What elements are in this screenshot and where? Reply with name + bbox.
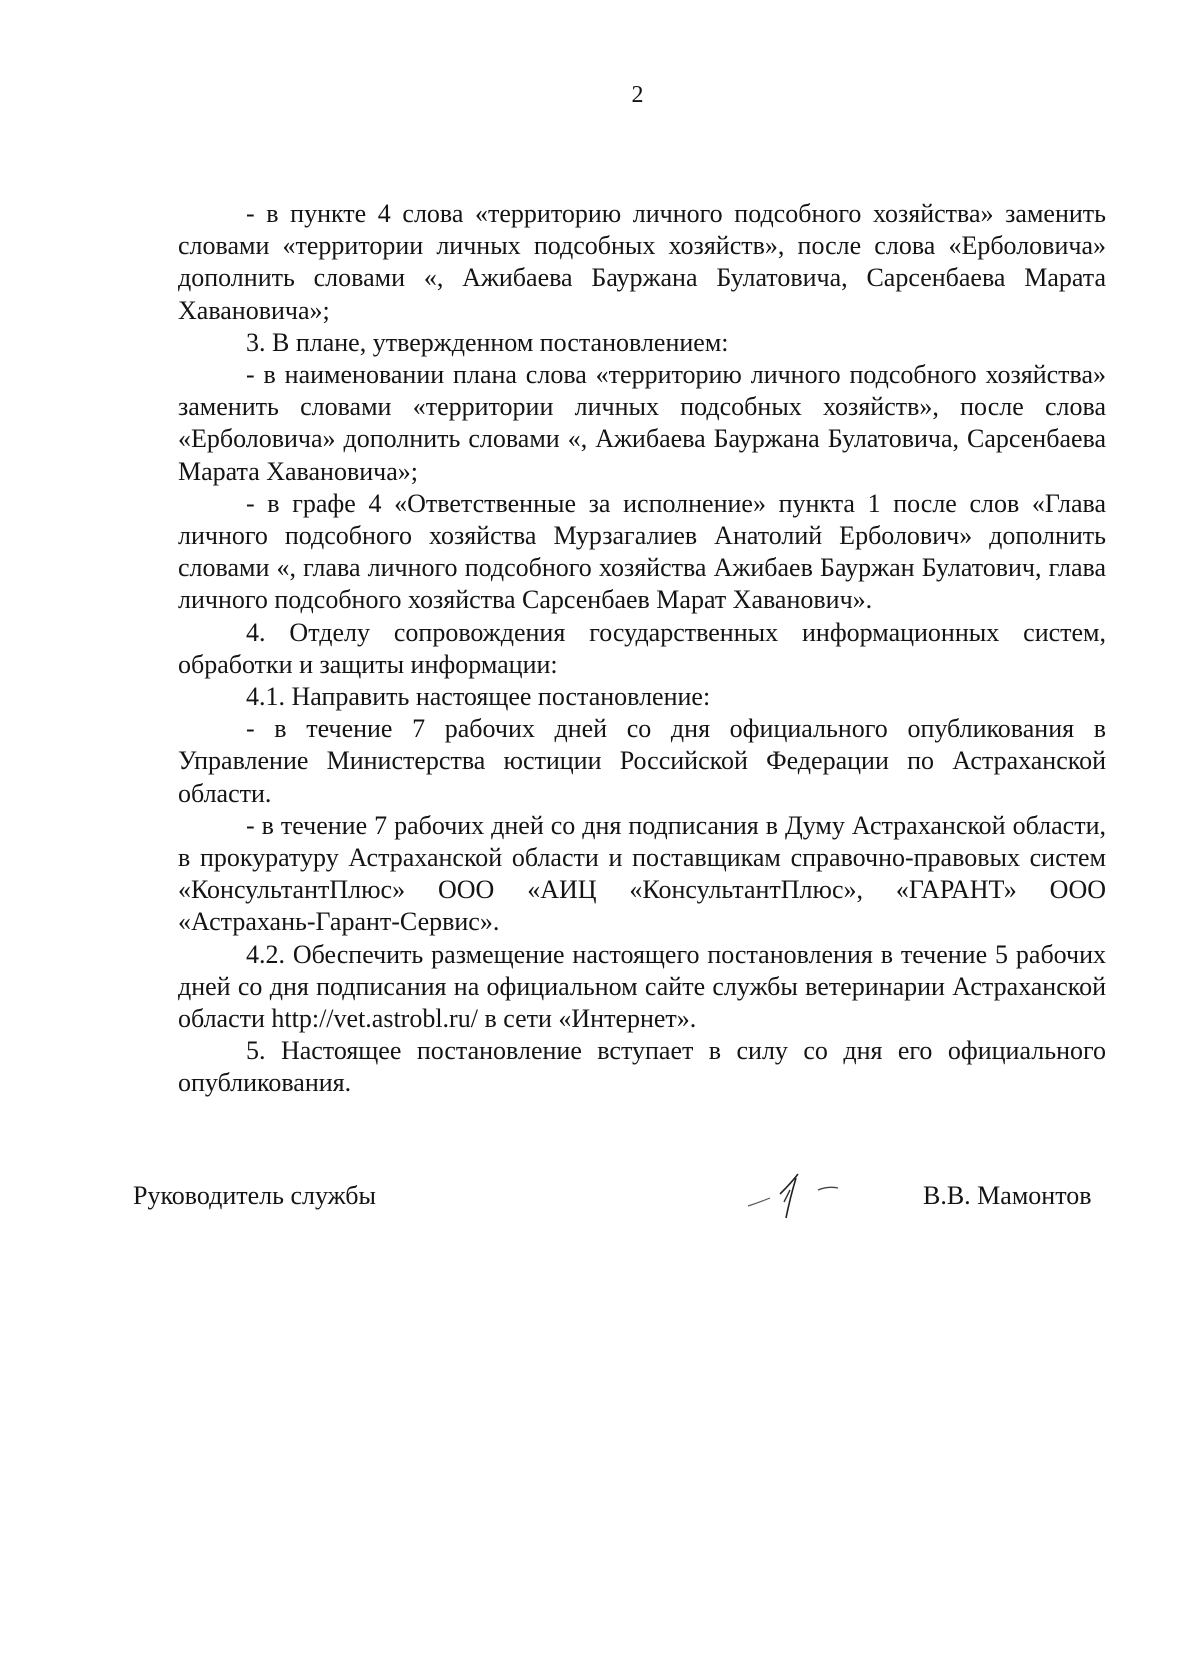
paragraph: - в пункте 4 слова «территорию личного подсобного хозяйства» заменить словами «территории личных подсобных хозяйств», после слова «Ерболовича» дополнить словами «, Ажибаева Бауржана Булатовича, Сарсенбаева Марата Хавановича»; <box>178 199 1106 325</box>
paragraph: - в наименовании плана слова «территорию личного подсобного хозяйства» заменить словами «территории личных подсобных хозяйств», после слова «Ерболовича» дополнить словами «, Ажибаева Бауржана Булатовича, Сарсенбаева Марата Хавановича»; <box>178 360 1106 486</box>
paragraph: - в течение 7 рабочих дней со дня подписания в Думу Астраханской области, в прокуратуру Астраханской области и поставщикам справочно-правовых систем «КонсультантПлюс» ООО «АИЦ «КонсультантПлюс», «ГАРАНТ» ООО «Астрахань-Гарант-Сервис». <box>178 810 1106 937</box>
page-number: 2 <box>631 82 644 108</box>
paragraph: 4. Отделу сопровождения государственных информационных систем, обработки и защиты информации: <box>178 617 1106 679</box>
paragraph: 4.1. Направить настоящее постановление: <box>246 682 711 712</box>
paragraph: 4.2. Обеспечить размещение настоящего постановления в течение 5 рабочих дней со дня подписания на официальном сайте службы ветеринарии Астраханской области http://vet.astrobl.ru/ в сети «Интернет». <box>178 939 1106 1034</box>
paragraph: - в течение 7 рабочих дней со дня официального опубликования в Управление Министерства юстиции Российской Федерации по Астраханской области. <box>178 714 1106 808</box>
signer-name: В.В. Мамонтов <box>923 1181 1092 1210</box>
handwritten-signature <box>740 1168 850 1228</box>
signer-position: Руководитель службы <box>133 1181 376 1210</box>
paragraph: 5. Настоящее постановление вступает в силу со дня его официального опубликования. <box>178 1036 1106 1098</box>
paragraph: 3. В плане, утвержденном постановлением: <box>246 327 729 357</box>
paragraph: - в графе 4 «Ответственные за исполнение» пункта 1 после слов «Глава личного подсобного хозяйства Мурзагалиев Анатолий Ерболович» дополнить словами «, глава личного подсобного хозяйства Ажибаев Бауржан Булатович, глава личного подсобного хозяйства Сарсенбаев Марат Хаванович». <box>178 488 1106 615</box>
document-body <box>178 198 1106 1100</box>
signature-block <box>0 1168 1200 1228</box>
